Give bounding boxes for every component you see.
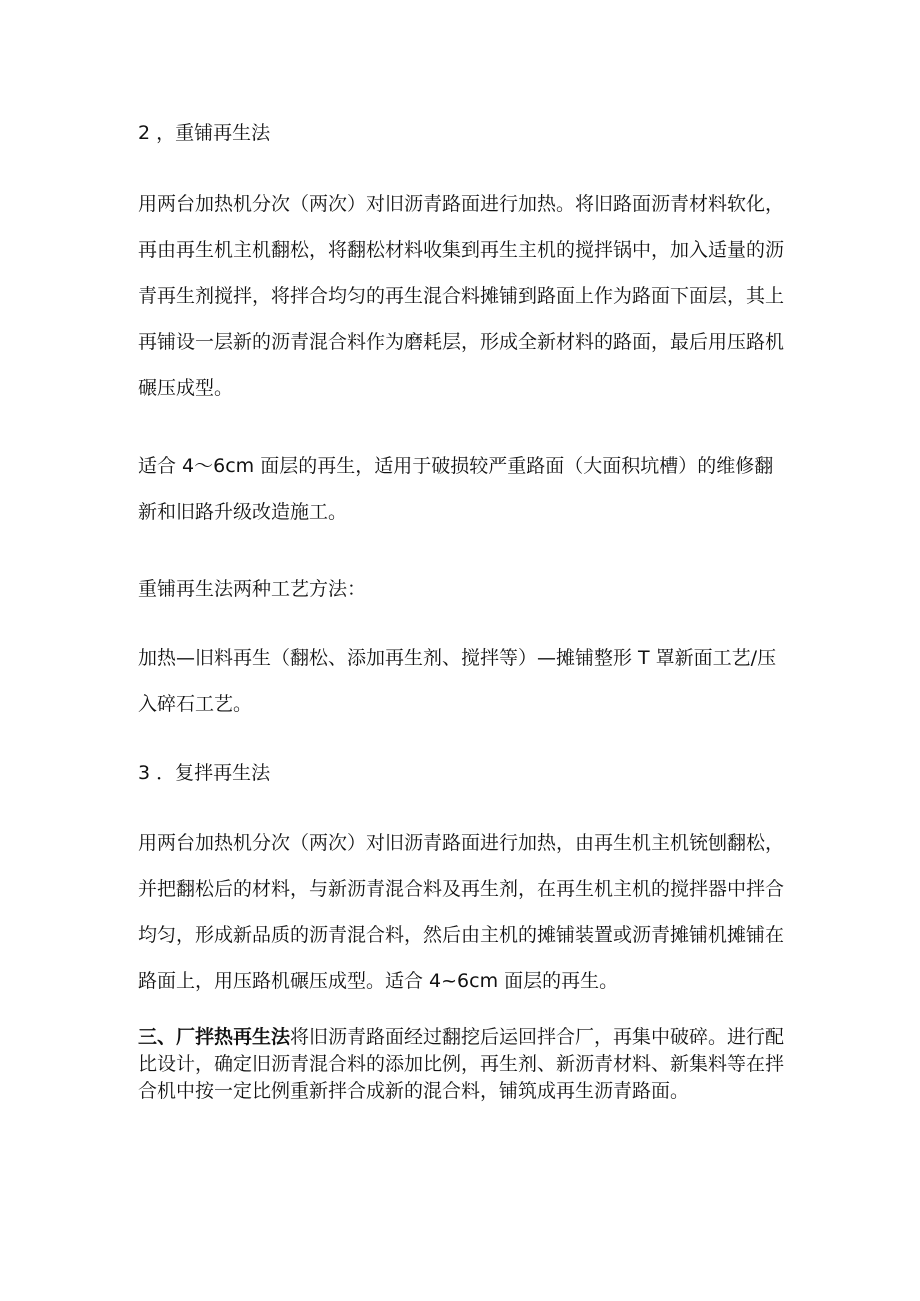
section-3-paragraph-1: 用两台加热机分次（两次）对旧沥青路面进行加热，由再生机主机铳刨翻松，并把翻松后的材料，与新沥青混合料及再生剂，在再生机主机的搅拌器中拌合均匀，形成新品质的沥青混合料，然后由主机的摊铺装置或沥青摊铺机摊铺在路面上，用压路机碾压成型。适合 4~6cm 面层的再生。 — [138, 832, 785, 992]
plant-mix-heading: 三、厂拌热再生法 — [138, 1026, 291, 1048]
section-2-heading: 2 ，重铺再生法 — [138, 122, 271, 144]
plant-mix-paragraph — [138, 1024, 788, 1105]
section-2-paragraph-1: 用两台加热机分次（两次）对旧沥青路面进行加热。将旧路面沥青材料软化，再由再生机主机翻松，将翻松材料收集到再生主机的搅拌锅中，加入适量的沥青再生剂搅拌，将拌合均匀的再生混合料摊铺到路面上作为路面下面层，其上再铺设一层新的沥青混合料作为磨耗层，形成全新材料的路面，最后用压路机碾压成型。 — [138, 193, 785, 399]
section-2-paragraph-2: 适合 4～6cm 面层的再生，适用于破损较严重路面（大面积坑槽）的维修翻新和旧路升级改造施工。 — [138, 455, 774, 523]
section-2-paragraph-3: 重铺再生法两种工艺方法： — [138, 578, 367, 600]
section-3-heading: 3 ．复拌再生法 — [138, 762, 271, 784]
section-2-paragraph-4: 加热—旧料再生（翻松、添加再生剂、搅拌等）—摊铺整形 T 罩新面工艺/压入碎石工艺。 — [138, 647, 777, 715]
plant-mix-body: 将旧沥青路面经过翻挖后运回拌合厂，再集中破碎。进行配比设计，确定旧沥青混合料的添加比例，再生剂、新沥青材料、新集料等在拌合机中按一定比例重新拌合成新的混合料，铺筑成再生沥青路面。 — [138, 1026, 785, 1102]
